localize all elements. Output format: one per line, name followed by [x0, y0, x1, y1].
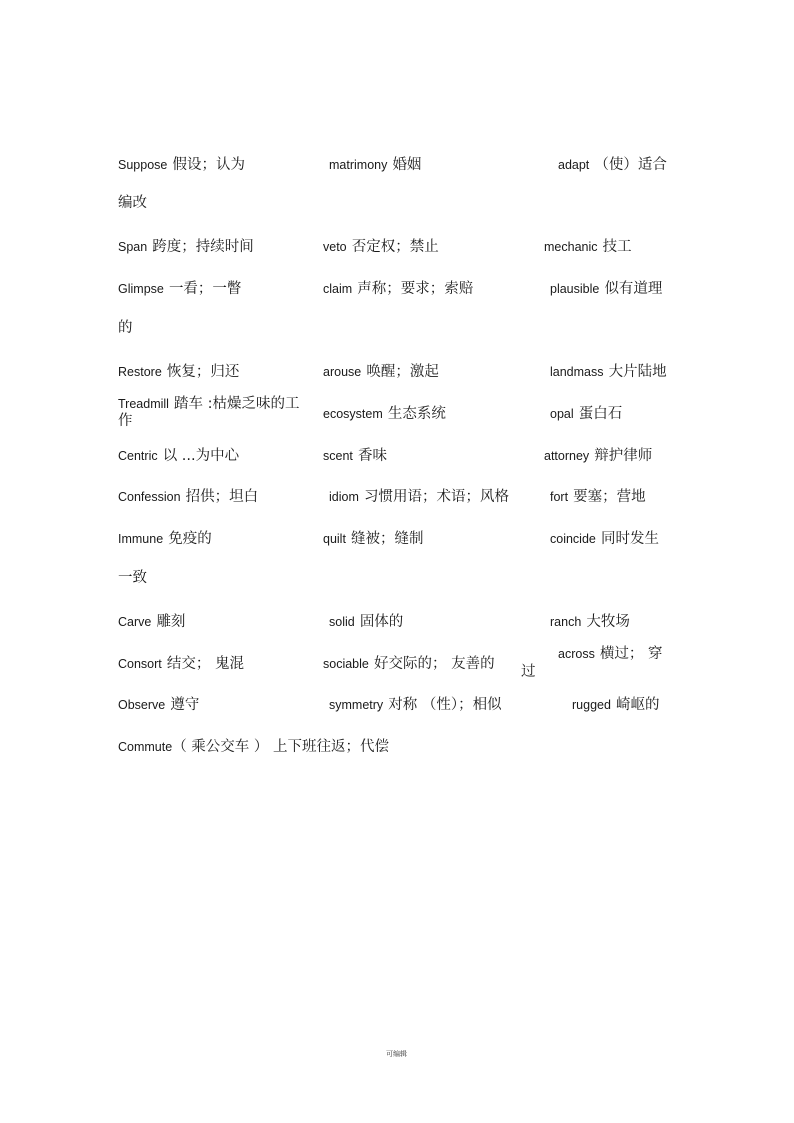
entry-meaning: （ 乘公交车 ） 上下班往返；代偿: [172, 739, 390, 755]
entry-quilt: [323, 530, 424, 547]
entry-meaning: 结交； 鬼混: [166, 656, 244, 672]
entry-glimpse: [118, 280, 241, 297]
entry-meaning: 技工: [602, 239, 632, 255]
entry-meaning: 踏车 :枯燥乏味的工: [174, 396, 300, 412]
entry-commute: [118, 738, 389, 755]
entry-meaning: 遵守: [170, 697, 200, 713]
entry-rugged: [572, 696, 660, 713]
entry-word: Observe: [118, 698, 166, 712]
entry-meaning: 婚姻: [392, 157, 422, 173]
entry-word: across: [558, 647, 595, 661]
entry-wrap-text: 的: [118, 320, 133, 336]
entry-meaning: 辩护律师: [594, 448, 653, 464]
entry-meaning: 恢复；归还: [166, 364, 240, 380]
entry-arouse: [323, 363, 439, 380]
entry-word: plausible: [550, 282, 600, 296]
entry-meaning: 大牧场: [586, 614, 630, 630]
entry-meaning: 声称；要求；索赔: [357, 281, 474, 297]
entry-meaning: 跨度；持续时间: [152, 239, 254, 255]
entry-wrap-text: 一致: [118, 570, 147, 586]
entry-ranch: [550, 613, 630, 630]
entry-meaning: 横过； 穿: [599, 646, 663, 662]
entry-word: Suppose: [118, 158, 168, 172]
entry-adapt: [558, 156, 667, 173]
entry-mechanic: [544, 238, 632, 255]
entry-word: claim: [323, 282, 353, 296]
entry-meaning: 生态系统: [387, 406, 446, 422]
entry-wrap-text: 编改: [118, 195, 147, 211]
entry-word: idiom: [329, 490, 359, 504]
entry-meaning: 对称 （性）；相似: [388, 697, 502, 713]
entry-word: ranch: [550, 615, 582, 629]
entry-meaning: 免疫的: [168, 531, 212, 547]
entry-meaning: 似有道理: [604, 281, 663, 297]
entry-meaning: 雕刻: [156, 614, 186, 630]
entry-meaning: 习惯用语；术语；风格: [363, 489, 509, 505]
entry-fort: [550, 488, 646, 505]
entry-observe: [118, 696, 199, 713]
entry-ecosystem: [323, 405, 446, 422]
entry-word: ecosystem: [323, 407, 383, 421]
entry-meaning: 假设；认为: [172, 157, 245, 173]
entry-meaning: 要塞；营地: [573, 489, 646, 505]
entry-wrap-text: 过: [521, 664, 536, 680]
entry-meaning: 香味: [357, 448, 387, 464]
entry-meaning: （使）适合: [594, 157, 667, 173]
entry-word: Carve: [118, 615, 152, 629]
entry-word: Treadmill: [118, 397, 169, 411]
entry-word: adapt: [558, 158, 590, 172]
page-footer: 可编辑: [386, 1050, 407, 1058]
entry-meaning: 以 ...为中心: [162, 448, 240, 464]
entry-span: [118, 238, 254, 255]
entry-restore: [118, 363, 239, 380]
entry-word: landmass: [550, 365, 604, 379]
entry-word: attorney: [544, 449, 590, 463]
entry-meaning: 招供；坦白: [185, 489, 259, 505]
entry-landmass: [550, 363, 667, 380]
entry-treadmill: [118, 395, 300, 412]
entry-meaning: 一看；一瞥: [168, 281, 242, 297]
entry-scent: [323, 447, 387, 464]
entry-opal: [550, 405, 622, 422]
entry-word: matrimony: [329, 158, 388, 172]
entry-carve: [118, 613, 185, 630]
entry-word: coincide: [550, 532, 596, 546]
entry-meaning: 固体的: [359, 614, 404, 630]
entry-meaning: 崎岖的: [616, 697, 660, 713]
entry-word: Consort: [118, 657, 162, 671]
entry-word: Immune: [118, 532, 164, 546]
entry-word: veto: [323, 240, 347, 254]
entry-word: quilt: [323, 532, 346, 546]
entry-coincide: [550, 530, 659, 547]
entry-symmetry: [329, 696, 502, 713]
entry-wrap-text: 作: [118, 413, 133, 429]
entry-word: Glimpse: [118, 282, 164, 296]
entry-meaning: 唤醒；激起: [366, 364, 439, 380]
entry-claim: [323, 280, 473, 297]
entry-meaning: 大片陆地: [608, 364, 667, 380]
entry-matrimony: [329, 156, 421, 173]
entry-across: [558, 645, 663, 662]
entry-meaning: 否定权；禁止: [351, 239, 439, 255]
entry-word: Span: [118, 240, 148, 254]
entry-confession: [118, 488, 258, 505]
entry-word: Restore: [118, 365, 162, 379]
entry-word: Confession: [118, 490, 181, 504]
entry-word: solid: [329, 615, 355, 629]
entry-word: symmetry: [329, 698, 384, 712]
entry-centric: [118, 447, 239, 464]
entry-attorney: [544, 447, 652, 464]
entry-word: fort: [550, 490, 569, 504]
entry-meaning: 同时发生: [600, 531, 659, 547]
entry-solid: [329, 613, 403, 630]
entry-word: arouse: [323, 365, 362, 379]
entry-immune: [118, 530, 212, 547]
entry-meaning: 缝被；缝制: [351, 531, 424, 547]
entry-veto: [323, 238, 439, 255]
entry-word: sociable: [323, 657, 369, 671]
entry-word: Centric: [118, 449, 158, 463]
entry-word: rugged: [572, 698, 611, 712]
entry-word: scent: [323, 449, 353, 463]
entry-word: opal: [550, 407, 574, 421]
entry-word: Commute: [118, 740, 173, 754]
entry-consort: [118, 655, 244, 672]
entry-idiom: [329, 488, 509, 505]
entry-suppose: [118, 156, 245, 173]
entry-meaning: 好交际的； 友善的: [373, 656, 495, 672]
entry-plausible: [550, 280, 662, 297]
entry-word: mechanic: [544, 240, 598, 254]
entry-sociable: [323, 655, 495, 672]
entry-meaning: 蛋白石: [578, 406, 623, 422]
